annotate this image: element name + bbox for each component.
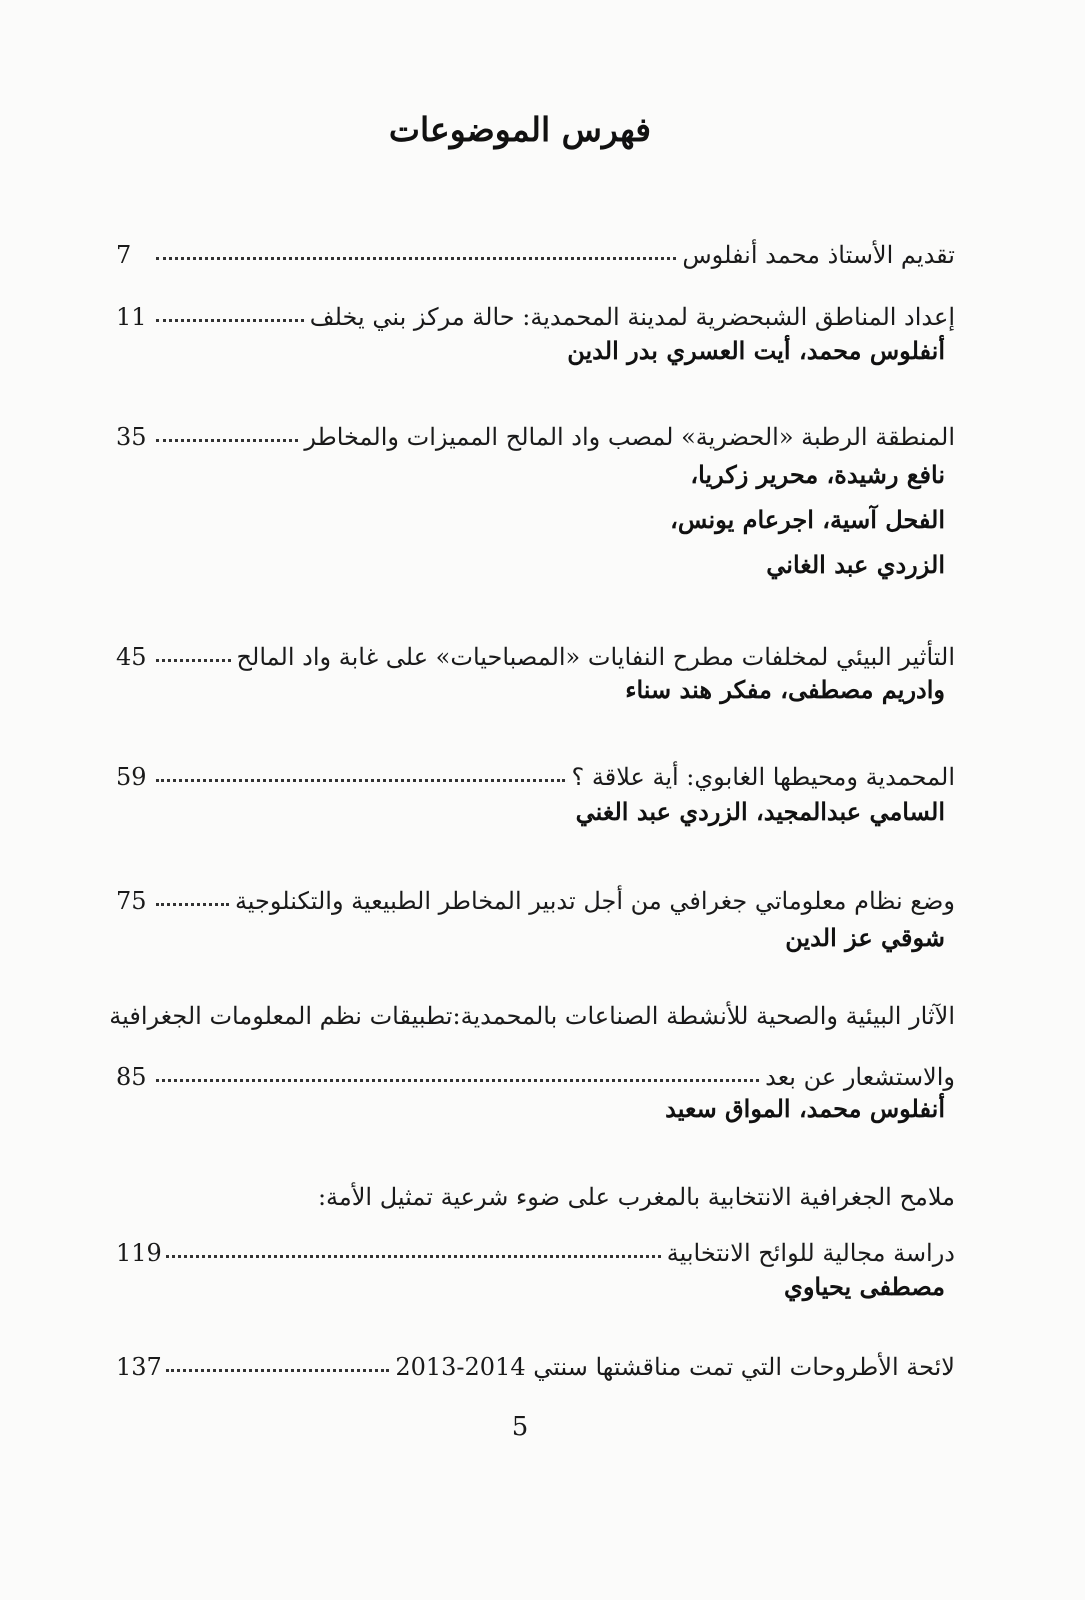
toc-entry-author: الفحل آسية، اجرعام يونس، <box>670 505 945 534</box>
toc-entry-author: أنفلوس محمد، أيت العسري بدر الدين <box>567 336 945 365</box>
toc-entry-author: نافع رشيدة، محرير زكريا، <box>690 460 945 489</box>
dot-leader <box>166 1255 661 1258</box>
toc-entry-page: 11 <box>116 303 147 332</box>
toc-entry-6 <box>116 868 955 916</box>
toc-entry-title-line1: ملامح الجغرافية الانتخابية بالمغرب على ضوء شرعية تمثيل الأمة: <box>317 1183 955 1211</box>
toc-entry-page: 137 <box>116 1353 162 1382</box>
dot-leader <box>156 903 229 906</box>
toc-entry-4 <box>116 624 955 672</box>
dot-leader <box>156 257 676 260</box>
toc-entry-title: تقديم الأستاذ محمد أنفلوس <box>682 241 955 270</box>
toc-entry-author: السامي عبدالمجيد، الزردي عبد الغني <box>575 797 945 826</box>
toc-entry-page: 45 <box>116 643 147 672</box>
toc-entry-author: أنفلوس محمد، المواق سعيد <box>665 1094 945 1123</box>
toc-entry-title: إعداد المناطق الشبحضرية لمدينة المحمدية: حالة مركز بني يخلف <box>309 303 955 332</box>
toc-entry-title: المحمدية ومحيطها الغابوي: أية علاقة ؟ <box>571 763 955 792</box>
dot-leader <box>156 779 565 782</box>
toc-entry-page: 59 <box>116 763 147 792</box>
toc-entry-page: 35 <box>116 423 147 452</box>
toc-entry-author: مصطفى يحياوي <box>784 1272 945 1301</box>
toc-entry-9 <box>116 1334 955 1382</box>
toc-entry-title: وضع نظام معلوماتي جغرافي من أجل تدبير المخاطر الطبيعية والتكنلوجية <box>234 887 955 916</box>
toc-entry-title: لائحة الأطروحات التي تمت مناقشتها سنتي 2014-2013 <box>395 1353 955 1382</box>
toc-entry-1 <box>116 222 955 270</box>
dot-leader <box>156 1079 759 1082</box>
dot-leader <box>156 439 298 442</box>
dot-leader <box>156 319 304 322</box>
toc-entry-author: شوقي عز الدين <box>785 923 945 952</box>
dot-leader <box>166 1369 390 1372</box>
page-number: 5 <box>511 1412 529 1442</box>
toc-entry-2 <box>116 284 955 332</box>
toc-entry-5 <box>116 744 955 792</box>
toc-entry-title: المنطقة الرطبة «الحضرية» لمصب واد المالح المميزات والمخاطر <box>304 423 955 452</box>
page-title: فهرس الموضوعات <box>388 110 652 149</box>
toc-entry-page: 85 <box>116 1063 147 1092</box>
toc-entry-page: 75 <box>116 887 147 916</box>
toc-entry-3 <box>116 404 955 452</box>
dot-leader <box>156 659 231 662</box>
toc-entry-7 <box>116 1044 955 1092</box>
toc-entry-title: التأثير البيئي لمخلفات مطرح النفايات «المصباحيات» على غابة واد المالح <box>236 643 955 672</box>
toc-entry-page: 7 <box>116 241 132 270</box>
toc-entry-8 <box>116 1220 955 1268</box>
toc-entry-author: الزردي عبد الغاني <box>766 550 945 579</box>
toc-entry-title-line1: الآثار البيئية والصحية للأنشطة الصناعات بالمحمدية:تطبيقات نظم المعلومات الجغرافية <box>109 1002 955 1030</box>
toc-entry-page: 119 <box>116 1239 162 1268</box>
toc-entry-author: وادريم مصطفى، مفكر هند سناء <box>625 675 945 704</box>
toc-entry-title: دراسة مجالية للوائح الانتخابية <box>666 1239 955 1268</box>
toc-entry-title: والاستشعار عن بعد <box>765 1063 955 1092</box>
